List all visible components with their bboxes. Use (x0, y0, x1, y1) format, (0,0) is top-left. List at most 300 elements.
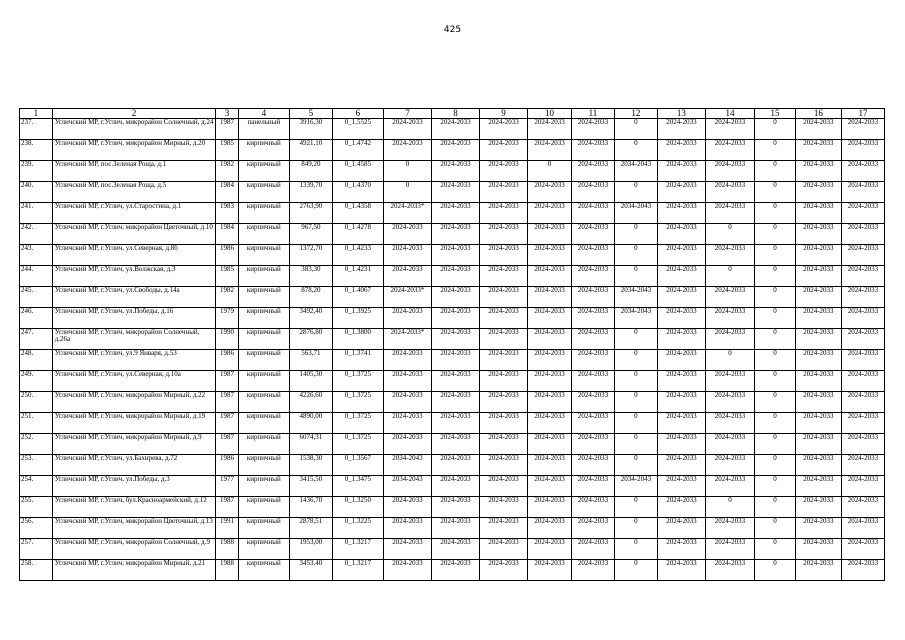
period-cell: 2034-2043 (383, 455, 431, 476)
period-cell: 0 (705, 350, 754, 371)
period-cell: 2024-2033 (480, 455, 528, 476)
period-cell: 0 (614, 371, 657, 392)
period-cell: 2024-2033 (383, 413, 431, 434)
header-row (20, 109, 885, 119)
period-cell: 2024-2033 (841, 182, 884, 203)
period-cell: 2024-2033 (480, 203, 528, 224)
wall-material-cell: кирпичный (238, 455, 289, 476)
period-cell: 2024-2033 (795, 266, 841, 287)
period-cell: 2024-2033 (572, 245, 615, 266)
period-cell: 2024-2033 (841, 350, 884, 371)
period-cell: 0 (614, 392, 657, 413)
row-number: 256. (20, 518, 53, 539)
index-cell: 0_1.4585 (332, 161, 383, 182)
period-cell: 0 (755, 224, 796, 245)
period-cell: 2024-2033 (705, 455, 754, 476)
column-number: 17 (841, 109, 884, 119)
period-cell: 2024-2033 (657, 119, 705, 140)
period-cell: 0 (614, 245, 657, 266)
period-cell: 0 (755, 161, 796, 182)
housing-repair-table (19, 108, 885, 581)
table-row (20, 287, 885, 308)
row-number: 248. (20, 350, 53, 371)
wall-material-cell: кирпичный (238, 203, 289, 224)
period-cell: 0 (755, 476, 796, 497)
wall-material-cell: кирпичный (238, 308, 289, 329)
year-cell: 1987 (216, 434, 238, 455)
area-cell: 383,30 (289, 266, 332, 287)
period-cell: 2024-2033 (572, 539, 615, 560)
period-cell: 2024-2033 (841, 224, 884, 245)
row-number: 258. (20, 560, 53, 581)
table-body (20, 109, 885, 581)
period-cell: 2024-2033 (705, 287, 754, 308)
address-cell: Угличский МР, г.Углич, микрорайон Мирный, д.9 (52, 434, 216, 455)
period-cell: 2024-2033 (480, 371, 528, 392)
row-number: 253. (20, 455, 53, 476)
row-number: 237. (20, 119, 53, 140)
index-cell: 0_1.4278 (332, 224, 383, 245)
period-cell: 2034-2043 (614, 287, 657, 308)
period-cell: 2024-2033 (480, 245, 528, 266)
index-cell: 0_1.4233 (332, 245, 383, 266)
year-cell: 1990 (216, 329, 238, 350)
wall-material-cell: кирпичный (238, 350, 289, 371)
period-cell: 2024-2033 (383, 392, 431, 413)
period-cell: 2024-2033 (383, 140, 431, 161)
period-cell: 2024-2033 (480, 413, 528, 434)
area-cell: 4890,00 (289, 413, 332, 434)
period-cell: 0 (755, 413, 796, 434)
area-cell: 3492,40 (289, 308, 332, 329)
period-cell: 2024-2033 (431, 119, 479, 140)
period-cell: 2024-2033 (480, 434, 528, 455)
row-number: 239. (20, 161, 53, 182)
period-cell: 2024-2033 (572, 371, 615, 392)
period-cell: 0 (755, 371, 796, 392)
period-cell: 2024-2033 (841, 266, 884, 287)
address-cell: Угличский МР, г.Углич, микрорайон Солнечный, д.24 (52, 119, 216, 140)
period-cell: 2024-2033 (841, 413, 884, 434)
column-number: 1 (20, 109, 53, 119)
period-cell: 2024-2033 (795, 413, 841, 434)
area-cell: 849,20 (289, 161, 332, 182)
area-cell: 1538,30 (289, 455, 332, 476)
period-cell: 2024-2033 (841, 392, 884, 413)
period-cell: 2024-2033 (431, 371, 479, 392)
year-cell: 1986 (216, 350, 238, 371)
period-cell: 2024-2033 (572, 413, 615, 434)
period-cell: 0 (755, 140, 796, 161)
row-number: 250. (20, 392, 53, 413)
period-cell: 2024-2033 (657, 308, 705, 329)
period-cell: 2024-2033 (572, 518, 615, 539)
year-cell: 1985 (216, 266, 238, 287)
period-cell: 0 (528, 161, 572, 182)
table-row (20, 224, 885, 245)
year-cell: 1977 (216, 476, 238, 497)
period-cell: 2024-2033 (795, 329, 841, 350)
period-cell: 2024-2033 (431, 476, 479, 497)
period-cell: 2024-2033 (480, 266, 528, 287)
address-cell: Угличский МР, г.Углич, ул.Северная, д.10а (52, 371, 216, 392)
period-cell: 2034-2043 (614, 203, 657, 224)
table-row (20, 497, 885, 518)
period-cell: 2024-2033 (572, 140, 615, 161)
period-cell: 2024-2033 (431, 203, 479, 224)
row-number: 252. (20, 434, 53, 455)
table-row (20, 392, 885, 413)
year-cell: 1986 (216, 245, 238, 266)
period-cell: 2024-2033 (795, 455, 841, 476)
period-cell: 2024-2033 (431, 329, 479, 350)
period-cell: 2024-2033 (572, 308, 615, 329)
year-cell: 1984 (216, 182, 238, 203)
year-cell: 1983 (216, 203, 238, 224)
period-cell: 2024-2033 (841, 434, 884, 455)
index-cell: 0_1.3741 (332, 350, 383, 371)
wall-material-cell: панельный (238, 119, 289, 140)
table-row (20, 182, 885, 203)
period-cell: 2024-2033 (572, 329, 615, 350)
period-cell: 2024-2033 (480, 560, 528, 581)
period-cell: 2024-2033 (841, 476, 884, 497)
period-cell: 2024-2033 (841, 497, 884, 518)
period-cell: 2024-2033 (795, 182, 841, 203)
wall-material-cell: кирпичный (238, 539, 289, 560)
period-cell: 2024-2033 (528, 518, 572, 539)
period-cell: 2024-2033 (841, 329, 884, 350)
period-cell: 2024-2033 (705, 560, 754, 581)
period-cell: 2024-2033 (795, 245, 841, 266)
period-cell: 2024-2033 (705, 392, 754, 413)
area-cell: 3916,30 (289, 119, 332, 140)
period-cell: 2024-2033 (528, 203, 572, 224)
index-cell: 0_1.5525 (332, 119, 383, 140)
table-row (20, 161, 885, 182)
address-cell: Угличский МР, г.Углич, микрорайон Солнечный, д.26а (52, 329, 216, 350)
period-cell: 2024-2033 (480, 224, 528, 245)
area-cell: 2763,90 (289, 203, 332, 224)
period-cell: 0 (614, 266, 657, 287)
period-cell: 0 (614, 455, 657, 476)
period-cell: 2024-2033 (480, 476, 528, 497)
year-cell: 1979 (216, 308, 238, 329)
address-cell: Угличский МР, г.Углич, ул.Старостина, д.1 (52, 203, 216, 224)
row-number: 240. (20, 182, 53, 203)
period-cell: 2024-2033 (795, 119, 841, 140)
area-cell: 1372,70 (289, 245, 332, 266)
period-cell: 0 (755, 392, 796, 413)
period-cell: 2024-2033 (572, 476, 615, 497)
period-cell: 2024-2033 (657, 539, 705, 560)
period-cell: 0 (755, 203, 796, 224)
row-number: 243. (20, 245, 53, 266)
area-cell: 1953,00 (289, 539, 332, 560)
period-cell: 2024-2033 (572, 203, 615, 224)
period-cell: 0 (755, 119, 796, 140)
period-cell: 0 (755, 455, 796, 476)
period-cell: 2024-2033 (383, 518, 431, 539)
period-cell: 2024-2033 (705, 476, 754, 497)
period-cell: 2024-2033 (795, 371, 841, 392)
area-cell: 1405,30 (289, 371, 332, 392)
index-cell: 0_1.3925 (332, 308, 383, 329)
period-cell: 2024-2033 (528, 392, 572, 413)
column-number: 7 (383, 109, 431, 119)
period-cell: 0 (755, 182, 796, 203)
period-cell: 2024-2033 (657, 518, 705, 539)
wall-material-cell: кирпичный (238, 497, 289, 518)
area-cell: 1339,70 (289, 182, 332, 203)
period-cell: 0 (614, 329, 657, 350)
period-cell: 2024-2033 (572, 392, 615, 413)
table-row (20, 371, 885, 392)
period-cell: 2024-2033 (572, 560, 615, 581)
wall-material-cell: кирпичный (238, 371, 289, 392)
period-cell: 2024-2033 (795, 476, 841, 497)
period-cell: 2024-2033 (431, 455, 479, 476)
period-cell: 2024-2033 (795, 224, 841, 245)
row-number: 247. (20, 329, 53, 350)
index-cell: 0_1.3725 (332, 413, 383, 434)
address-cell: Угличский МР, г.Углич, ул.Северная, д.8б (52, 245, 216, 266)
period-cell: 2024-2033 (480, 140, 528, 161)
period-cell: 2024-2033 (657, 497, 705, 518)
row-number: 242. (20, 224, 53, 245)
index-cell: 0_1.3217 (332, 560, 383, 581)
period-cell: 2024-2033 (431, 539, 479, 560)
period-cell: 2024-2033 (572, 266, 615, 287)
table-row (20, 476, 885, 497)
period-cell: 2024-2033 (657, 476, 705, 497)
area-cell: 878,20 (289, 287, 332, 308)
address-cell: Угличский МР, г.Углич, микрорайон Мирный, д.22 (52, 392, 216, 413)
area-cell: 1436,70 (289, 497, 332, 518)
period-cell: 2024-2033 (705, 161, 754, 182)
period-cell: 2024-2033 (383, 497, 431, 518)
period-cell: 2024-2033 (572, 287, 615, 308)
wall-material-cell: кирпичный (238, 434, 289, 455)
row-number: 255. (20, 497, 53, 518)
column-number: 12 (614, 109, 657, 119)
year-cell: 1987 (216, 497, 238, 518)
period-cell: 0 (614, 119, 657, 140)
period-cell: 2024-2033 (841, 245, 884, 266)
period-cell: 2024-2033 (383, 224, 431, 245)
index-cell: 0_1.3725 (332, 371, 383, 392)
wall-material-cell: кирпичный (238, 392, 289, 413)
period-cell: 2024-2033 (528, 266, 572, 287)
index-cell: 0_1.4231 (332, 266, 383, 287)
period-cell: 0 (705, 224, 754, 245)
period-cell: 2024-2033 (705, 119, 754, 140)
period-cell: 2024-2033 (657, 266, 705, 287)
column-number: 3 (216, 109, 238, 119)
period-cell: 2024-2033 (528, 287, 572, 308)
table-row (20, 119, 885, 140)
period-cell: 2024-2033 (657, 224, 705, 245)
column-number: 2 (52, 109, 216, 119)
period-cell: 2024-2033 (705, 182, 754, 203)
period-cell: 2024-2033 (705, 371, 754, 392)
table-row (20, 518, 885, 539)
column-number: 16 (795, 109, 841, 119)
year-cell: 1988 (216, 539, 238, 560)
period-cell: 2024-2033 (657, 182, 705, 203)
period-cell: 2024-2033 (841, 560, 884, 581)
period-cell: 2024-2033 (431, 245, 479, 266)
period-cell: 0 (755, 287, 796, 308)
period-cell: 2024-2033 (657, 371, 705, 392)
period-cell: 2024-2033 (657, 329, 705, 350)
table-row (20, 413, 885, 434)
column-number: 14 (705, 109, 754, 119)
address-cell: Угличский МР, г.Углич, ул.9 Января, д.53 (52, 350, 216, 371)
period-cell: 2024-2033 (795, 539, 841, 560)
period-cell: 2024-2033 (705, 434, 754, 455)
period-cell: 2024-2033 (795, 518, 841, 539)
period-cell: 2024-2033 (528, 434, 572, 455)
period-cell: 0 (614, 224, 657, 245)
table-row (20, 560, 885, 581)
period-cell: 2024-2033 (841, 371, 884, 392)
period-cell: 0 (755, 350, 796, 371)
period-cell: 2024-2033 (795, 140, 841, 161)
row-number: 244. (20, 266, 53, 287)
period-cell: 2024-2033 (657, 140, 705, 161)
period-cell: 2024-2033 (795, 308, 841, 329)
period-cell: 2024-2033 (480, 539, 528, 560)
index-cell: 0_1.3475 (332, 476, 383, 497)
index-cell: 0_1.4742 (332, 140, 383, 161)
period-cell: 2024-2033 (705, 518, 754, 539)
period-cell: 2024-2033 (480, 392, 528, 413)
index-cell: 0_1.3567 (332, 455, 383, 476)
address-cell: Угличский МР, г.Углич, ул.Волжская, д.3 (52, 266, 216, 287)
period-cell: 2024-2033 (841, 203, 884, 224)
period-cell: 2024-2033* (383, 203, 431, 224)
period-cell: 2024-2033 (431, 266, 479, 287)
period-cell: 2024-2033 (383, 266, 431, 287)
area-cell: 3415,50 (289, 476, 332, 497)
area-cell: 4921,10 (289, 140, 332, 161)
period-cell: 2024-2033 (528, 182, 572, 203)
wall-material-cell: кирпичный (238, 518, 289, 539)
area-cell: 4226,60 (289, 392, 332, 413)
period-cell: 2024-2033 (431, 182, 479, 203)
period-cell: 2024-2033 (528, 371, 572, 392)
year-cell: 1985 (216, 140, 238, 161)
period-cell: 2024-2033 (383, 371, 431, 392)
row-number: 246. (20, 308, 53, 329)
address-cell: Угличский МР, г.Углич, микрорайон Мирный, д.20 (52, 140, 216, 161)
period-cell: 2024-2033 (480, 119, 528, 140)
period-cell: 2024-2033 (528, 455, 572, 476)
index-cell: 0_1.3225 (332, 518, 383, 539)
period-cell: 2024-2033 (841, 119, 884, 140)
wall-material-cell: кирпичный (238, 560, 289, 581)
wall-material-cell: кирпичный (238, 287, 289, 308)
column-number: 4 (238, 109, 289, 119)
period-cell: 2034-2043 (614, 476, 657, 497)
period-cell: 2024-2033 (383, 560, 431, 581)
period-cell: 2024-2033* (383, 287, 431, 308)
area-cell: 2876,80 (289, 329, 332, 350)
wall-material-cell: кирпичный (238, 182, 289, 203)
period-cell: 2024-2033 (431, 350, 479, 371)
table-row (20, 434, 885, 455)
period-cell: 2024-2033 (795, 560, 841, 581)
period-cell: 2034-2043 (614, 161, 657, 182)
address-cell: Угличский МР, пос.Зеленая Роща, д.5 (52, 182, 216, 203)
year-cell: 1984 (216, 224, 238, 245)
wall-material-cell: кирпичный (238, 245, 289, 266)
period-cell: 0 (383, 161, 431, 182)
period-cell: 2024-2033 (431, 392, 479, 413)
period-cell: 2024-2033 (383, 119, 431, 140)
period-cell: 2024-2033 (657, 287, 705, 308)
period-cell: 2024-2033 (431, 560, 479, 581)
period-cell: 2024-2033 (657, 560, 705, 581)
period-cell: 2024-2033 (795, 203, 841, 224)
address-cell: Угличский МР, г.Углич, микрорайон Солнечный, д.9 (52, 539, 216, 560)
period-cell: 2024-2033 (657, 392, 705, 413)
page-number: 425 (443, 25, 462, 35)
period-cell: 2024-2033 (705, 308, 754, 329)
period-cell: 0 (614, 182, 657, 203)
row-number: 251. (20, 413, 53, 434)
address-cell: Угличский МР, г.Углич, ул.Бахирева, д.72 (52, 455, 216, 476)
year-cell: 1982 (216, 287, 238, 308)
period-cell: 2024-2033 (528, 476, 572, 497)
year-cell: 1986 (216, 455, 238, 476)
period-cell: 2024-2033 (480, 497, 528, 518)
table-row (20, 266, 885, 287)
period-cell: 2024-2033 (431, 308, 479, 329)
area-cell: 3453,40 (289, 560, 332, 581)
period-cell: 0 (614, 539, 657, 560)
period-cell: 2024-2033 (705, 203, 754, 224)
column-number: 13 (657, 109, 705, 119)
period-cell: 0 (755, 434, 796, 455)
row-number: 254. (20, 476, 53, 497)
period-cell: 2024-2033 (795, 434, 841, 455)
period-cell: 2024-2033 (383, 434, 431, 455)
period-cell: 2024-2033 (431, 518, 479, 539)
year-cell: 1991 (216, 518, 238, 539)
area-cell: 563,71 (289, 350, 332, 371)
index-cell: 0_1.3800 (332, 329, 383, 350)
period-cell: 2024-2033 (480, 161, 528, 182)
period-cell: 2024-2033 (572, 182, 615, 203)
wall-material-cell: кирпичный (238, 140, 289, 161)
column-number: 6 (332, 109, 383, 119)
address-cell: Угличский МР, г.Углич, микрорайон Цветочный, д.13 (52, 518, 216, 539)
table-row (20, 539, 885, 560)
period-cell: 2024-2033 (705, 140, 754, 161)
period-cell: 2024-2033 (657, 413, 705, 434)
period-cell: 2024-2033 (572, 350, 615, 371)
period-cell: 0 (755, 539, 796, 560)
table-row (20, 140, 885, 161)
wall-material-cell: кирпичный (238, 476, 289, 497)
period-cell: 0 (755, 245, 796, 266)
period-cell: 2024-2033 (657, 434, 705, 455)
period-cell: 2024-2033 (657, 455, 705, 476)
column-number: 15 (755, 109, 796, 119)
period-cell: 2024-2033 (657, 245, 705, 266)
